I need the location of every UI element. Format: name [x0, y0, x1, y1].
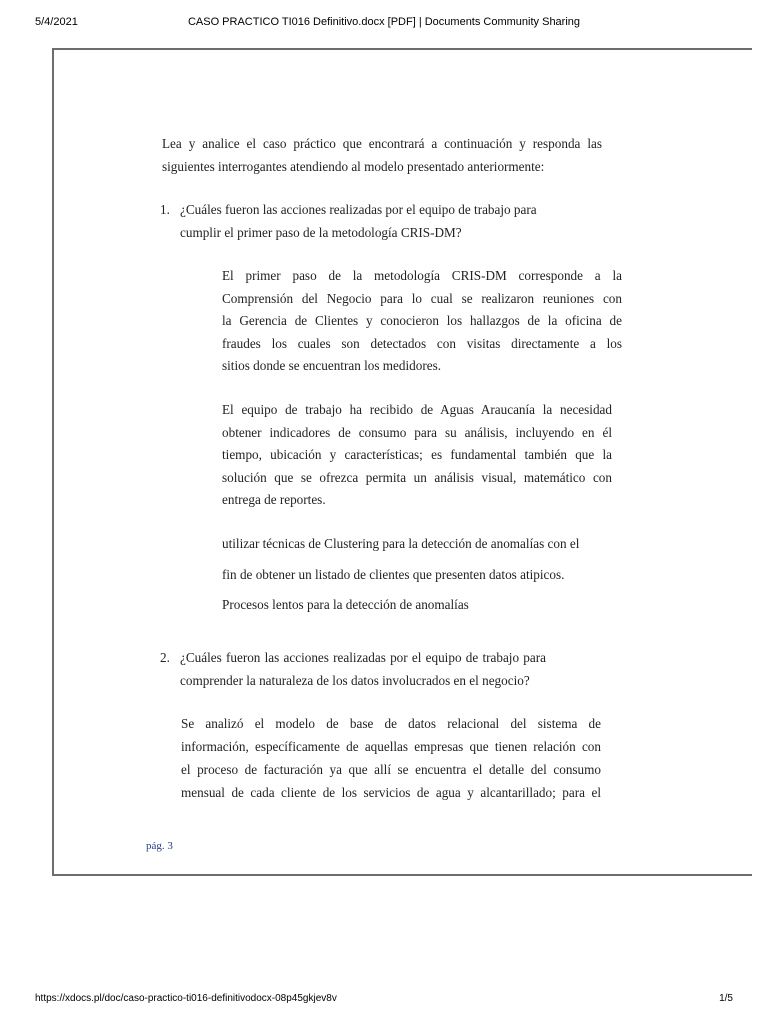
bullet-1-line: sitios donde se encuentran los medidores.	[222, 358, 442, 373]
page-number-label: pág. 3	[146, 840, 173, 852]
bullet-2-text	[222, 399, 612, 512]
bullet-1-line: fraudes los cuales son detectados con visitas directamente a los	[222, 335, 622, 351]
answer-2-line: el proceso de facturación ya que allí se encuentra el detalle del consumo	[181, 762, 601, 777]
bullet-item-2	[203, 399, 615, 514]
bullet-4-text	[222, 594, 622, 617]
answer-2-paragraph	[181, 712, 601, 804]
answer-2-line: mensual de cada cliente de los servicios de agua y alcantarillado; para el	[181, 785, 601, 800]
question-1-line-2: cumplir el primer paso de la metodología CRIS-DM?	[180, 225, 462, 240]
print-url: https://xdocs.pl/doc/caso-practico-ti016-definitivodocx-08p45gkjev8v	[35, 993, 337, 1004]
bullet-3-text	[222, 533, 622, 586]
bullet-2-line: solución que se ofrezca permita un análisis visual, matemático con	[222, 469, 612, 485]
print-title: CASO PRACTICO TI016 Definitivo.docx [PDF] | Documents Community Sharing	[187, 16, 581, 28]
bullet-item-4	[203, 594, 623, 619]
bullet-item-3	[203, 533, 623, 593]
bullet-1-text	[222, 265, 622, 378]
print-page-count: 1/5	[719, 993, 733, 1004]
bullet-item-1	[203, 265, 623, 385]
question-2	[160, 646, 600, 696]
bullet-2-line: tiempo, ubicación y características; es fundamental también que la	[222, 447, 612, 462]
question-1	[160, 198, 580, 248]
intro-line-2: siguientes interrogantes atendiendo al modelo presentado anteriormente:	[162, 158, 545, 174]
question-2-text	[180, 646, 546, 692]
bullet-1-line: El primer paso de la metodología CRIS-DM corresponde a la	[222, 268, 622, 283]
question-2-line-2: comprender la naturaleza de los datos involucrados en el negocio?	[180, 673, 530, 688]
answer-2-line: información, específicamente de aquellas empresas que tienen relación con	[181, 739, 601, 754]
bullet-3-line: utilizar técnicas de Clustering para la detección de anomalías con el	[222, 536, 580, 551]
bullet-2-line: obtener indicadores de consumo para su análisis, incluyendo en él	[222, 424, 612, 440]
bullet-1-line: la Gerencia de Clientes y conocieron los hallazgos de la oficina de	[222, 313, 622, 328]
bullet-2-line: El equipo de trabajo ha recibido de Aguas Araucanía la necesidad	[222, 402, 612, 417]
question-2-number: 2.	[160, 650, 170, 665]
question-1-text	[180, 198, 537, 244]
bullet-2-line: entrega de reportes.	[222, 492, 326, 507]
bullet-3-line: fin de obtener un listado de clientes que presenten datos atipicos.	[222, 566, 565, 582]
intro-paragraph	[162, 133, 602, 178]
print-header	[0, 16, 768, 32]
print-footer	[0, 993, 768, 1009]
bullet-1-line: Comprensión del Negocio para lo cual se realizaron reuniones con	[222, 290, 622, 306]
intro-line-1: Lea y analice el caso práctico que encontrará a continuación y responda las	[162, 136, 602, 151]
answer-2-line: Se analizó el modelo de base de datos relacional del sistema de	[181, 716, 601, 731]
question-1-number: 1.	[160, 202, 170, 217]
question-2-line-1: ¿Cuáles fueron las acciones realizadas por el equipo de trabajo para	[180, 650, 546, 665]
print-date: 5/4/2021	[35, 16, 78, 28]
question-1-line-1: ¿Cuáles fueron las acciones realizadas por el equipo de trabajo para	[180, 202, 537, 217]
bullet-4-line: Procesos lentos para la detección de anomalías	[222, 597, 469, 612]
